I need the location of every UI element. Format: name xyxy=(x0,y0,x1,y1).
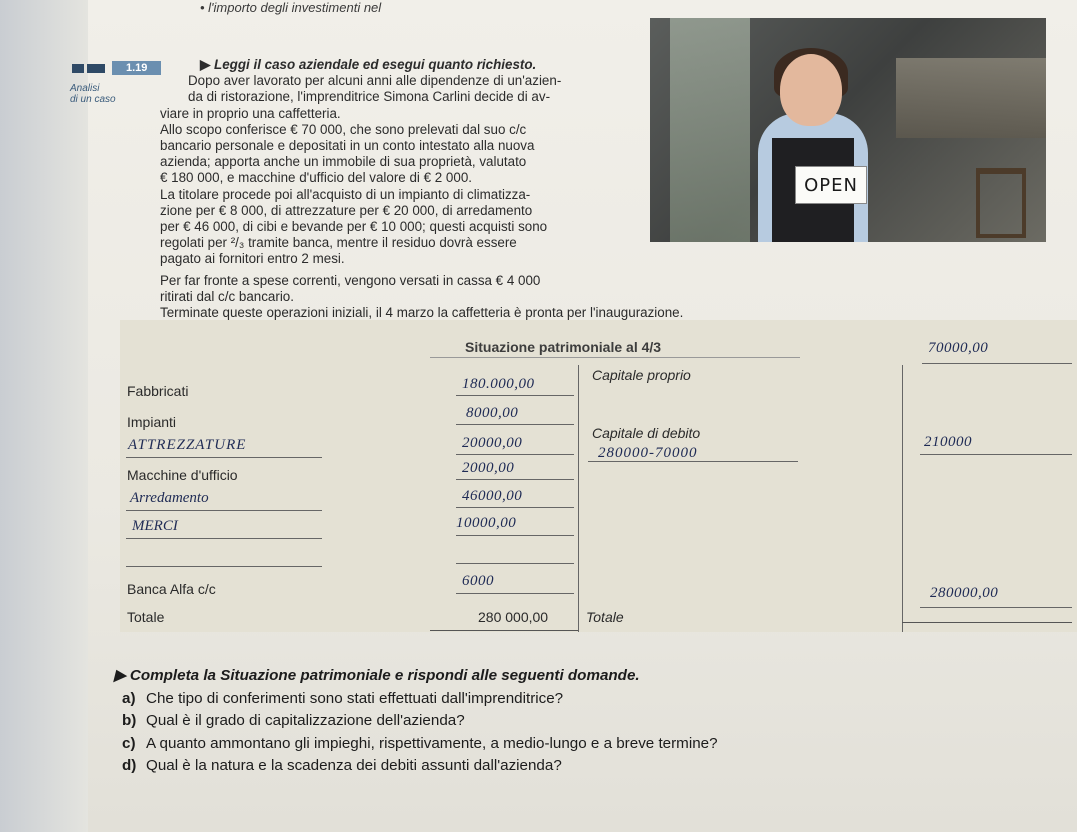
value-capitale-debito[interactable]: 210000 xyxy=(924,434,972,450)
intro-line: pagato ai fornitori entro 2 mesi. xyxy=(160,251,345,267)
right-label-capitale-debito: Capitale di debito xyxy=(592,425,701,441)
value-banca[interactable]: 6000 xyxy=(462,573,494,589)
side-label-line: di un caso xyxy=(70,94,116,105)
row-label-merci[interactable]: MERCI xyxy=(132,518,178,534)
question-item xyxy=(108,710,1068,733)
right-divider xyxy=(902,365,903,632)
case-continuation xyxy=(160,273,1060,321)
side-label-line: Analisi xyxy=(70,83,100,94)
questions-section xyxy=(108,665,1068,778)
row-label-banca: Banca Alfa c/c xyxy=(127,581,216,597)
total-rule xyxy=(430,630,578,631)
answer-line xyxy=(456,593,574,594)
exercise-badge xyxy=(72,61,161,75)
right-total-label: Totale xyxy=(586,609,624,625)
answer-line xyxy=(922,363,1072,364)
answer-line xyxy=(920,607,1072,608)
intro-line: viare in proprio una caffetteria. xyxy=(160,105,341,121)
value-fabbricati[interactable]: 180.000,00 xyxy=(462,376,535,392)
value-attrezzature[interactable]: 20000,00 xyxy=(462,435,523,451)
case-intro xyxy=(160,57,640,268)
value-impianti[interactable]: 8000,00 xyxy=(466,405,519,421)
answer-line-empty xyxy=(456,563,574,564)
answer-line xyxy=(456,424,574,425)
question-item xyxy=(108,733,1068,756)
exercise-heading xyxy=(160,57,640,73)
row-label-arredamento[interactable]: Arredamento xyxy=(130,490,209,506)
intro-line: € 180 000, e macchine d'ufficio del valore di € 2 000. xyxy=(160,170,472,186)
answer-line xyxy=(456,454,574,455)
intro-line: da di ristorazione, l'imprenditrice Simona Carlini decide di av- xyxy=(188,89,551,105)
page-edge xyxy=(0,0,88,832)
center-divider xyxy=(578,365,579,632)
row-label-fabbricati: Fabbricati xyxy=(127,383,189,399)
total-rule xyxy=(902,622,1072,623)
intro-line: per € 46 000, di cibi e bevande per € 10 000; questi acquisti sono xyxy=(160,219,548,235)
cafe-owner-photo xyxy=(650,18,1046,242)
row-label-attrezzature[interactable]: ATTREZZATURE xyxy=(128,437,247,453)
label-line xyxy=(126,510,322,511)
exercise-heading-text: Leggi il caso aziendale ed esegui quanto richiesto. xyxy=(214,57,537,72)
question-letter: d) xyxy=(122,757,137,774)
questions-heading-text: Completa la Situazione patrimoniale e rispondi alle seguenti domande. xyxy=(129,667,640,684)
question-letter: c) xyxy=(122,734,136,752)
value-arredamento[interactable]: 46000,00 xyxy=(462,488,523,504)
answer-line xyxy=(920,454,1072,455)
intro-line: Dopo aver lavorato per alcuni anni alle dipendenze di un'azien- xyxy=(188,73,562,89)
answer-line xyxy=(456,479,574,480)
question-text: Che tipo di conferimenti sono stati effettuati dall'imprenditrice? xyxy=(146,689,564,707)
handwritten-calculation[interactable]: 280000-70000 xyxy=(598,445,698,461)
intro-line: azienda; apporta anche un immobile di sua proprietà, valutato xyxy=(160,154,527,170)
question-item xyxy=(108,688,1068,711)
answer-line xyxy=(456,535,574,536)
photo-window xyxy=(670,18,750,242)
exercise-number: 1.19 xyxy=(112,61,161,75)
intro-line: bancario personale e depositati in un conto intestato alla nuova xyxy=(160,138,535,154)
question-text: Qual è il grado di capitalizzazione dell'azienda? xyxy=(146,712,465,729)
value-merci[interactable]: 10000,00 xyxy=(456,515,517,531)
answer-line xyxy=(456,507,574,508)
label-line-empty xyxy=(126,566,322,567)
title-rule xyxy=(430,357,800,358)
intro-line: La titolare procede poi all'acquisto di un impianto di climatizza- xyxy=(160,186,531,202)
question-letter: a) xyxy=(122,689,136,707)
badge-square-icon xyxy=(87,64,105,73)
right-label-capitale-proprio: Capitale proprio xyxy=(592,367,691,383)
photo-face xyxy=(780,54,842,126)
left-total-label: Totale xyxy=(127,609,165,625)
continuation-line: Per far fronte a spese correnti, vengono versati in cassa € 4 000 xyxy=(160,273,541,288)
row-label-macchine: Macchine d'ufficio xyxy=(127,467,238,483)
question-item xyxy=(108,755,1068,778)
question-letter: b) xyxy=(122,712,137,729)
answer-line xyxy=(456,395,574,396)
triangle-bullet-icon: ▶ xyxy=(114,667,130,684)
continuation-line: Terminate queste operazioni iniziali, il 4 marzo la caffetteria è pronta per l'inaugurazione. xyxy=(160,305,684,320)
continuation-line: ritirati dal c/c bancario. xyxy=(160,289,294,304)
photo-shelf xyxy=(896,58,1046,138)
value-macchine[interactable]: 2000,00 xyxy=(462,460,515,476)
left-total-value: 280 000,00 xyxy=(478,609,549,625)
top-bullet-text: • l'importo degli investimenti nel xyxy=(200,0,382,15)
label-line xyxy=(126,538,322,539)
question-text: Qual è la natura e la scadenza dei debiti assunti dall'azienda? xyxy=(146,757,562,774)
balance-sheet-title: Situazione patrimoniale al 4/3 xyxy=(465,339,662,355)
photo-chair xyxy=(976,168,1026,238)
side-label xyxy=(70,83,116,105)
intro-line: Allo scopo conferisce € 70 000, che sono prelevati dal suo c/c xyxy=(160,121,527,137)
triangle-bullet-icon: ▶ xyxy=(200,57,211,72)
value-capitale-proprio[interactable]: 70000,00 xyxy=(928,340,989,356)
label-line xyxy=(126,457,322,458)
intro-line: zione per € 8 000, di attrezzature per € 20 000, di arredamento xyxy=(160,202,533,218)
badge-square-icon xyxy=(72,64,84,73)
open-sign: OPEN xyxy=(795,166,867,204)
right-total-value[interactable]: 280000,00 xyxy=(930,585,999,601)
questions-heading xyxy=(108,665,1068,688)
row-label-impianti: Impianti xyxy=(127,414,177,430)
intro-line: regolati per ²/₃ tramite banca, mentre il residuo dovrà essere xyxy=(160,235,517,251)
right-label-line xyxy=(588,461,798,462)
question-text: A quanto ammontano gli impieghi, rispettivamente, a medio-lungo e a breve termine? xyxy=(146,734,718,752)
